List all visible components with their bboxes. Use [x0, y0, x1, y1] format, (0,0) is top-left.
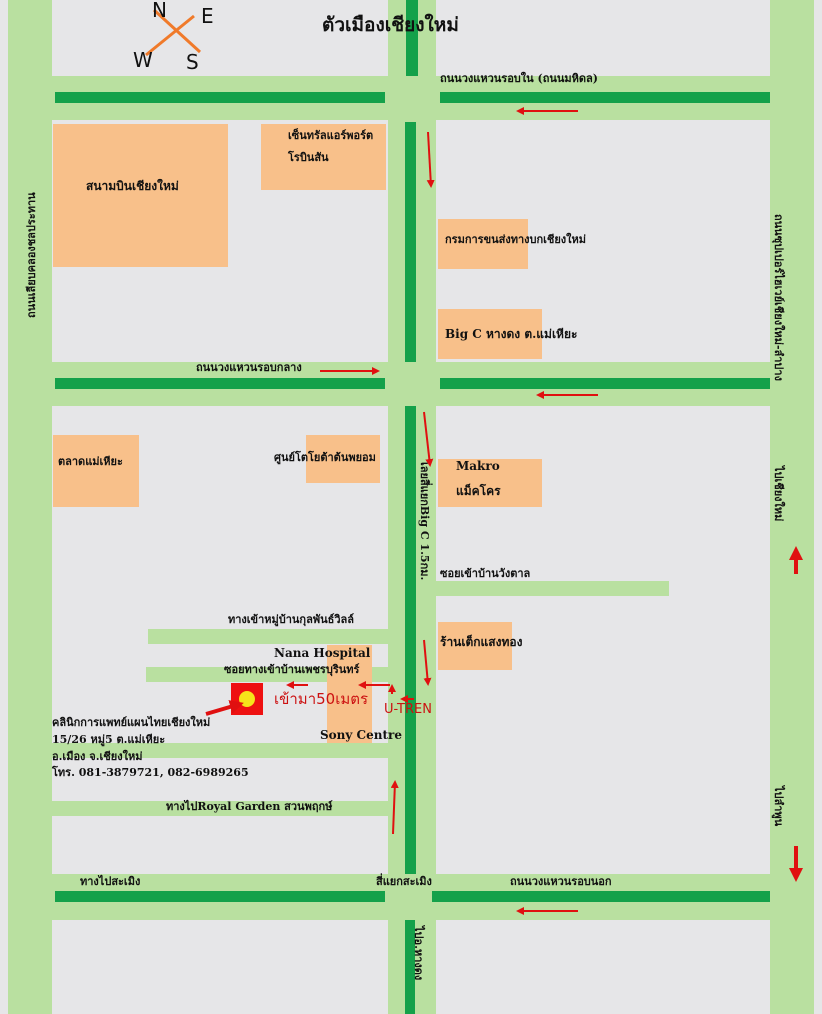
label-middle-ring: ถนนวงแหวนรอบกลาง	[196, 361, 302, 374]
label-nana-hospital: Nana Hospital	[274, 646, 371, 660]
label-soi-wangtan: ซอยเข้าบ้านวังตาล	[440, 567, 531, 580]
label-enter-50m: เข้ามา50เมตร	[274, 690, 369, 708]
label-to-royal-garden: ทางไปRoyal Garden สวนพฤกษ์	[166, 800, 333, 813]
label-to-lamphun: ไปลำพูน	[772, 786, 785, 827]
label-right-vertical: ถนนซุปเปอร์ไฮเวย์เชียงใหม่-ลำปาง	[772, 214, 785, 381]
label-makro-1: Makro	[456, 459, 500, 473]
clinic-phone: โทร. 081-3879721, 082-6989265	[52, 766, 249, 779]
arrow-center-north	[393, 782, 395, 834]
label-makro-2: แม็คโคร	[456, 484, 501, 498]
arrow-center-south-2	[424, 412, 430, 465]
compass-north: N	[152, 0, 167, 22]
label-bigc: Big C หางดง ต.แม่เหียะ	[445, 327, 578, 341]
label-inner-ring: ถนนวงแหวนรอบใน (ถนนมหิดล)	[440, 72, 598, 85]
label-to-hangdong: ไปอ.หางดง	[412, 926, 425, 981]
label-highways-dept: กรมการขนส่งทางบกเชียงใหม่	[445, 233, 587, 246]
label-soi-phetburi: ซอยทางเข้าบ้านเพชรบุรินทร์	[224, 663, 360, 676]
label-bigc-distance: เลยสี่แยกBig C 1.5กม.	[418, 462, 431, 581]
clinic-address-2: อ.เมือง จ.เชียงใหม่	[52, 750, 143, 763]
compass-south: S	[186, 50, 199, 74]
clinic-address-1: 15/26 หมู่5 ต.แม่เหียะ	[52, 733, 166, 746]
compass-west: W	[133, 48, 153, 72]
label-u-turn: U-TREN	[384, 702, 432, 717]
label-central-2: โรบินสัน	[288, 151, 329, 164]
label-to-chiangmai: ไปเชียงใหม่	[772, 466, 785, 522]
label-outer-ring: ถนนวงแหวนรอบนอก	[510, 875, 612, 888]
label-market: ตลาดแม่เหียะ	[58, 455, 123, 468]
label-ton-phayom: ศูนย์โตโยต้าต้นพยอม	[274, 451, 376, 464]
arrow-center-south-3	[424, 640, 428, 684]
compass-east: E	[201, 4, 214, 28]
label-to-kulphan: ทางเข้าหมู่บ้านกุลพันธ์วิลล์	[228, 613, 354, 626]
label-left-vertical: ถนนเลียบคลองชลประทาน	[25, 192, 38, 318]
map-title: ตัวเมืองเชียงใหม่	[322, 14, 459, 36]
label-samoeng-junction: สี่แยกสะเมิง	[376, 875, 432, 888]
arrow-center-south-1	[428, 132, 431, 186]
label-sony-centre: Sony Centre	[320, 728, 402, 742]
label-airport: สนามบินเชียงใหม่	[86, 179, 179, 193]
arrow-to-clinic	[206, 704, 240, 714]
clinic-name: คลินิกการแพทย์แผนไทยเชียงใหม่	[52, 716, 211, 729]
label-to-samoeng: ทางไปสะเมิง	[80, 875, 141, 888]
label-central-1: เซ็นทรัลแอร์พอร์ต	[288, 129, 374, 142]
label-saengthong: ร้านเต็กแสงทอง	[440, 635, 523, 649]
